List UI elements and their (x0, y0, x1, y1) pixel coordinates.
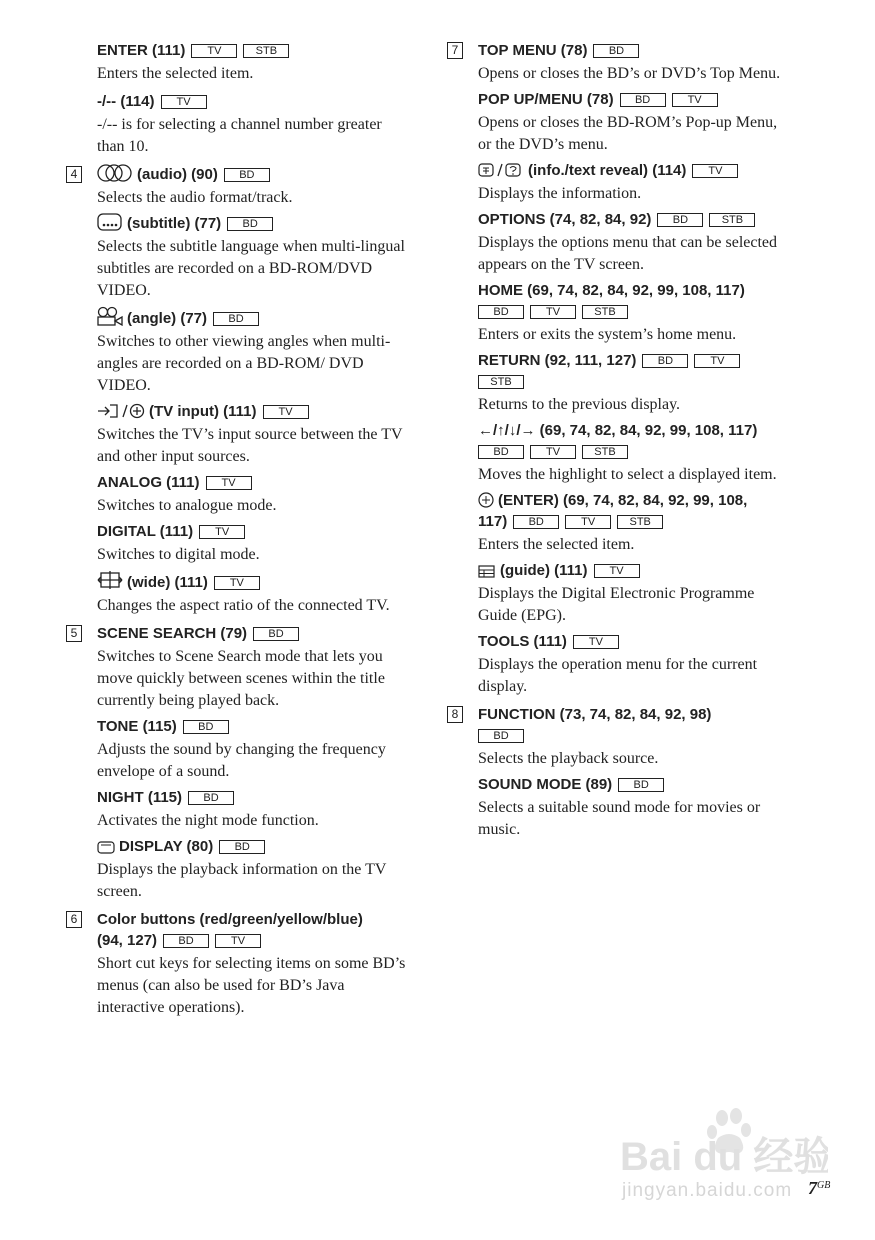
badge-row (478, 725, 792, 746)
right-column (447, 40, 792, 847)
entry-desc: Activates the night mode function. (97, 812, 319, 829)
badge-tv: TV (594, 564, 640, 578)
entry-desc: Opens or closes the BD-ROM’s Pop-up Menu, or the DVD’s menu. (478, 114, 778, 153)
entry-title: SCENE SEARCH (79) BD (97, 623, 410, 644)
badge-bd: BD (513, 515, 559, 529)
badge-bd: BD (224, 168, 270, 182)
entry-title: RETURN (92, 111, 127) BD TV (478, 350, 792, 371)
badge-tv: TV (565, 515, 611, 529)
badge-bd: BD (183, 720, 229, 734)
badge-tv: TV (530, 305, 576, 319)
entry-title: NIGHT (115) BD (97, 787, 410, 808)
entry-title: POP UP/MENU (78) BD TV (478, 89, 792, 110)
entry-desc: Selects the playback source. (478, 750, 659, 767)
badge-bd: BD (213, 312, 259, 326)
wide-icon (97, 570, 123, 590)
badge-tv: TV (199, 525, 245, 539)
badge-tv: TV (530, 445, 576, 459)
badge-stb: STB (243, 44, 289, 58)
badge-tv: TV (694, 354, 740, 368)
entry-desc: Enters the selected item. (97, 65, 254, 82)
section-number: 8 (447, 706, 463, 723)
entry-title: (audio) (90) BD (97, 164, 410, 185)
left-column (66, 40, 410, 1025)
entry-title: OPTIONS (74, 82, 84, 92) BD STB (478, 209, 792, 230)
audio-icon (97, 164, 133, 182)
entry-dash (66, 91, 410, 158)
badge-bd: BD (219, 840, 265, 854)
badge-bd: BD (227, 217, 273, 231)
entry-desc: Moves the highlight to select a displayed item. (478, 466, 777, 483)
entry-desc: Short cut keys for selecting items on some BD’s menus (can also be used for BD’s Java interactive operations). (97, 955, 406, 1016)
baidu-paw-icon (618, 1108, 828, 1178)
entry-desc: Selects the audio format/track. (97, 189, 293, 206)
entry-desc: Displays the Digital Electronic Programme Guide (EPG). (478, 585, 755, 624)
badge-bd: BD (642, 354, 688, 368)
subtitle-icon (97, 213, 123, 231)
entry-title-cont: 117) BD TV STB (478, 511, 792, 532)
entry-title: DISPLAY (80) BD (97, 836, 410, 857)
entry-title: SOUND MODE (89) BD (478, 774, 792, 795)
badge-tv: TV (573, 635, 619, 649)
badge-bd: BD (593, 44, 639, 58)
entry-title: ←/↑/↓/→ (69, 74, 82, 84, 92, 99, 108, 117) (478, 422, 758, 439)
entry-title: (ENTER) (69, 74, 82, 84, 92, 99, 108, (478, 490, 792, 511)
section-4 (66, 164, 410, 617)
entry-title-cont: (94, 127) BD TV (97, 930, 410, 951)
entry-desc: Switches to other viewing angles when multi-angles are recorded on a BD-ROM/ DVD VIDEO. (97, 333, 391, 394)
entry-desc: Displays the information. (478, 185, 642, 202)
badge-stb: STB (582, 445, 628, 459)
entry-title: FUNCTION (73, 74, 82, 84, 92, 98) (478, 706, 712, 723)
entry-desc: Opens or closes the BD’s or DVD’s Top Menu. (478, 65, 781, 82)
entry-title: (guide) (111) TV (478, 560, 792, 581)
badge-bd: BD (253, 627, 299, 641)
badge-bd: BD (618, 778, 664, 792)
badge-tv: TV (206, 476, 252, 490)
entry-title: TOP MENU (78) BD (478, 40, 792, 61)
badge-bd: BD (620, 93, 666, 107)
entry-desc: Switches to digital mode. (97, 546, 260, 563)
tv-input-icon (97, 403, 145, 419)
entry-desc: Selects a suitable sound mode for movies or music. (478, 799, 761, 838)
badge-bd: BD (478, 729, 524, 743)
entry-title: (angle) (77) BD (97, 306, 410, 329)
section-5 (66, 623, 410, 903)
entry-enter (66, 40, 410, 85)
section-7 (447, 40, 792, 698)
badge-stb: STB (709, 213, 755, 227)
badge-bd: BD (478, 305, 524, 319)
entry-desc: Switches to analogue mode. (97, 497, 277, 514)
section-6 (66, 909, 410, 1019)
badge-row (478, 301, 792, 322)
entry-title: (info./text reveal) (114) TV (478, 160, 792, 181)
page-number: $7^{GB}$ (808, 1178, 831, 1198)
entry-desc: Displays the operation menu for the current display. (478, 656, 758, 695)
badge-bd: BD (657, 213, 703, 227)
badge-row (478, 441, 792, 462)
entry-desc: Switches to Scene Search mode that lets you move quickly between scenes within the title currently being played back. (97, 648, 385, 709)
entry-title: TOOLS (111) TV (478, 631, 792, 652)
badge-tv: TV (161, 95, 207, 109)
watermark-brand: Bai du 经验 (620, 1135, 828, 1178)
display-icon (97, 840, 115, 854)
badge-tv: TV (692, 164, 738, 178)
entry-desc: Returns to the previous display. (478, 396, 681, 413)
badge-tv: TV (672, 93, 718, 107)
entry-desc: Selects the subtitle language when multi-lingual subtitles are recorded on a BD-ROM/DVD VIDEO. (97, 238, 405, 299)
badge-row (478, 371, 792, 392)
entry-title: HOME (69, 74, 82, 84, 92, 99, 108, 117) (478, 282, 745, 299)
badge-tv: TV (191, 44, 237, 58)
angle-icon (97, 306, 123, 326)
section-8 (447, 704, 792, 841)
guide-icon (478, 564, 496, 578)
badge-bd: BD (478, 445, 524, 459)
entry-title: TONE (115) BD (97, 716, 410, 737)
entry-desc: Displays the options menu that can be selected appears on the TV screen. (478, 234, 778, 273)
entry-title: ENTER (111) TV STB (97, 40, 410, 61)
watermark-url: jingyan.baidu.com (622, 1180, 793, 1201)
section-number: 4 (66, 166, 82, 183)
badge-stb: STB (478, 375, 524, 389)
entry-title: Color buttons (red/green/yellow/blue) (97, 911, 363, 928)
badge-bd: BD (163, 934, 209, 948)
entry-desc: -/-- is for selecting a channel number greater than 10. (97, 116, 382, 155)
badge-tv: TV (263, 405, 309, 419)
badge-tv: TV (214, 576, 260, 590)
enter-circle-icon (478, 492, 494, 508)
entry-title: -/-- (114) TV (97, 91, 410, 112)
badge-bd: BD (188, 791, 234, 805)
badge-stb: STB (582, 305, 628, 319)
section-number: 5 (66, 625, 82, 642)
section-number: 7 (447, 42, 463, 59)
entry-title: DIGITAL (111) TV (97, 521, 410, 542)
entry-desc: Enters the selected item. (478, 536, 635, 553)
entry-desc: Adjusts the sound by changing the frequency envelope of a sound. (97, 741, 386, 780)
entry-desc: Switches the TV’s input source between the TV and other input sources. (97, 426, 403, 465)
entry-desc: Changes the aspect ratio of the connected TV. (97, 597, 390, 614)
info-icon (478, 162, 524, 178)
entry-title: (TV input) (111) TV (97, 401, 410, 422)
entry-title: (wide) (111) TV (97, 570, 410, 593)
section-number: 6 (66, 911, 82, 928)
badge-tv: TV (215, 934, 261, 948)
entry-desc: Enters or exits the system’s home menu. (478, 326, 737, 343)
entry-desc: Displays the playback information on the TV screen. (97, 861, 387, 900)
entry-title: ANALOG (111) TV (97, 472, 410, 493)
entry-title: (subtitle) (77) BD (97, 213, 410, 234)
badge-stb: STB (617, 515, 663, 529)
